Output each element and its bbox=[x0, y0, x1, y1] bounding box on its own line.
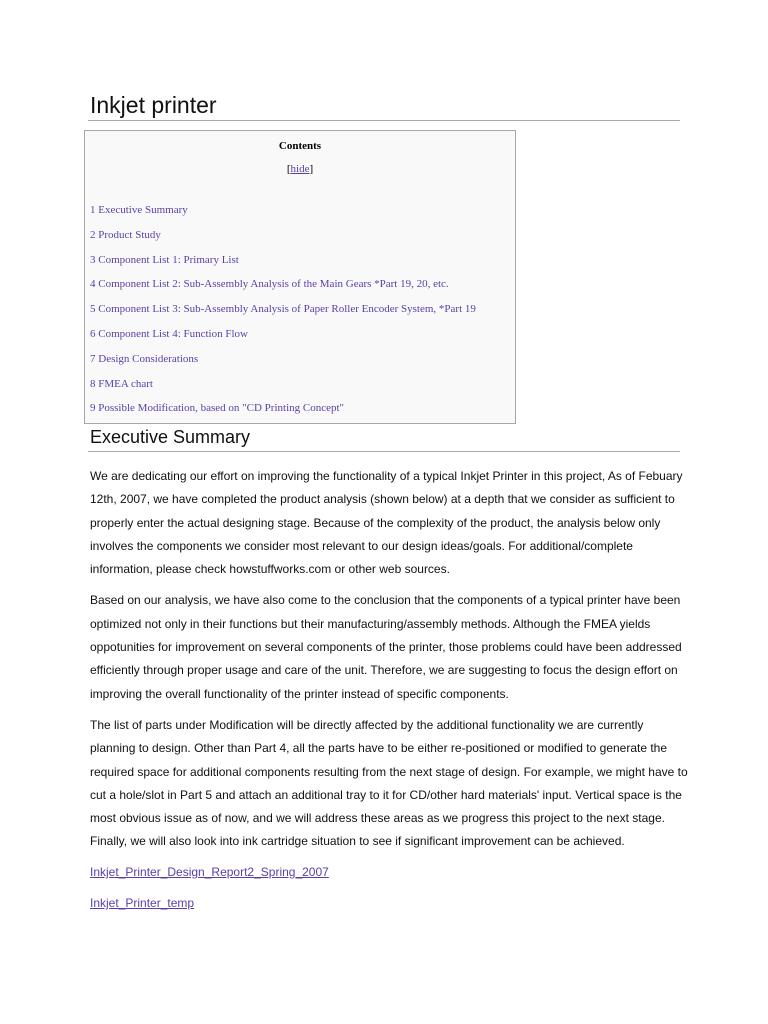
toc-item-design-considerations[interactable]: 7 Design Considerations bbox=[90, 352, 199, 365]
summary-paragraph-3: The list of parts under Modification will be directly affected by the additional functionality we are currently planning to design. Other than Part 4, all the parts have to be either re-positioned or modified to generate the required space for additional components resulting from the next stage of design. For example, we might have to cut a hole/slot in Part 5 and attach an additional tray to it for CD/other hard materials' input. Vertical space is the most obvious issue as of now, and we will address these areas as we progress this project to the next stage. Finally, we will also look into ink cartridge situation to see if significant improvement can be achieved. bbox=[90, 717, 688, 849]
toc-item-fmea-chart[interactable]: 8 FMEA chart bbox=[90, 377, 153, 390]
toc-hide-link[interactable]: hide bbox=[290, 163, 310, 175]
design-report-link[interactable]: Inkjet_Printer_Design_Report2_Spring_2007 bbox=[90, 865, 329, 879]
toc-hide-close-bracket: ] bbox=[309, 163, 314, 175]
section-divider bbox=[88, 451, 680, 452]
toc-item-product-study[interactable]: 2 Product Study bbox=[90, 228, 161, 241]
executive-summary-body bbox=[90, 465, 690, 862]
toc-item-possible-modification[interactable]: 9 Possible Modification, based on "CD Printing Concept" bbox=[90, 402, 345, 415]
page-title: Inkjet printer bbox=[90, 92, 217, 118]
printer-temp-link[interactable]: Inkjet_Printer_temp bbox=[90, 896, 195, 910]
toc-hide-open-bracket: [ bbox=[286, 163, 291, 175]
toc-list bbox=[90, 203, 476, 426]
toc-title: Contents bbox=[278, 140, 322, 152]
section-heading-executive-summary: Executive Summary bbox=[90, 427, 251, 447]
title-divider bbox=[88, 120, 680, 121]
table-of-contents bbox=[84, 130, 516, 424]
toc-item-component-list-2[interactable]: 4 Component List 2: Sub-Assembly Analysis of the Main Gears *Part 19, 20, etc. bbox=[90, 278, 449, 291]
toc-item-executive-summary[interactable]: 1 Executive Summary bbox=[90, 204, 188, 216]
toc-hide-control bbox=[85, 162, 515, 176]
summary-paragraph-2: Based on our analysis, we have also come to the conclusion that the components of a typical printer have been optimized not only in their functions but their manufacturing/assembly methods. Although the FMEA yields oppotunities for improvement on several components of the printer, those problems could have been addressed efficiently through proper usage and care of the unit. Therefore, we are suggesting to focus the design effort on improving the overall functionality of the printer instead of specific components. bbox=[90, 593, 682, 701]
toc-item-component-list-1[interactable]: 3 Component List 1: Primary List bbox=[90, 253, 239, 266]
toc-item-component-list-3[interactable]: 5 Component List 3: Sub-Assembly Analysis of Paper Roller Encoder System, *Part 19 bbox=[90, 303, 476, 316]
toc-item-component-list-4[interactable]: 6 Component List 4: Function Flow bbox=[90, 327, 248, 340]
summary-paragraph-1: We are dedicating our effort on improving the functionality of a typical Inkjet Printer in this project, As of Febuary 12th, 2007, we have completed the product analysis (shown below) at a depth that we consider as sufficient to properly enter the actual designing stage. Because of the complexity of the product, the analysis below only involves the components we consider most relevant to our design ideas/goals. For additional/complete information, please check howstuffworks.com or other web sources. bbox=[90, 469, 683, 577]
